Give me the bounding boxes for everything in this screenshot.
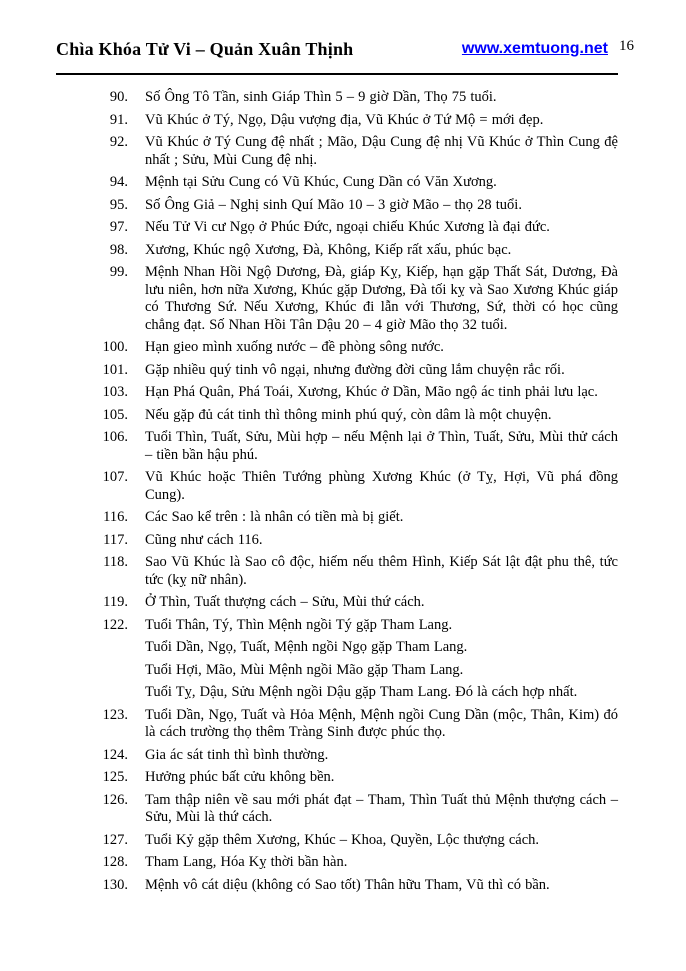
item-line: Tuổi Tỵ, Dậu, Sửu Mệnh ngồi Dậu gặp Tham Lang. Đó là cách hợp nhất. — [145, 684, 578, 700]
item-text — [145, 429, 618, 469]
item-number: 101. — [102, 361, 128, 378]
list-item — [56, 617, 618, 707]
item-text — [145, 554, 618, 594]
page-header — [56, 38, 634, 75]
item-line: Các Sao kể trên : là nhân có tiền mà bị giết. — [145, 509, 404, 525]
item-text — [145, 339, 618, 362]
list-item — [56, 707, 618, 747]
list-item — [56, 219, 618, 242]
item-line: Vũ Khúc ở Tý Cung đệ nhất ; Mão, Dậu Cung đệ nhị Vũ Khúc ở Thìn Cung đệ nhất ; Sửu, Mùi Cung đệ nhị. — [145, 134, 618, 168]
list-item — [56, 407, 618, 430]
item-number: 91. — [109, 111, 128, 128]
item-text — [145, 134, 618, 174]
item-number: 90. — [109, 89, 128, 105]
list-item — [56, 509, 618, 532]
item-number: 126. — [102, 791, 128, 808]
item-text — [145, 219, 618, 242]
item-number: 125. — [102, 769, 128, 785]
item-line: Tuổi Hợi, Mão, Mùi Mệnh ngồi Mão gặp Tham Lang. — [145, 661, 464, 678]
item-text — [145, 832, 618, 855]
list-item — [56, 877, 618, 900]
item-line: Tuổi Kỷ gặp thêm Xương, Khúc – Khoa, Quyền, Lộc thượng cách. — [145, 831, 540, 848]
list-item — [56, 747, 618, 770]
list-item — [56, 384, 618, 407]
item-number: 124. — [102, 746, 128, 763]
item-text — [145, 264, 618, 339]
item-text — [145, 362, 618, 385]
list-item — [56, 112, 618, 135]
item-line: Gặp nhiều quý tinh vô ngại, nhưng đường đời cũng lắm chuyện rắc rối. — [145, 361, 565, 378]
page-number: 16 — [619, 38, 634, 54]
item-text — [145, 242, 618, 265]
list-item — [56, 264, 618, 339]
list-item — [56, 429, 618, 469]
item-text — [145, 532, 618, 555]
item-text — [145, 197, 618, 220]
list-item — [56, 792, 618, 832]
item-number: 92. — [109, 134, 128, 150]
item-line: Vũ Khúc ở Tý, Ngọ, Dậu vượng địa, Vũ Khúc ở Tứ Mộ = mới đẹp. — [145, 111, 544, 128]
list-item — [56, 339, 618, 362]
item-line: Tam thập niên về sau mới phát đạt – Tham, Thìn Tuất thủ Mệnh thượng cách – Sửu, Mùi là thứ cách. — [145, 791, 618, 825]
item-number: 123. — [102, 706, 128, 723]
item-text — [145, 854, 618, 877]
list-item — [56, 594, 618, 617]
item-text — [145, 769, 618, 792]
item-number: 122. — [102, 616, 128, 633]
page-title: Chìa Khóa Tử Vi – Quản Xuân Thịnh — [56, 39, 354, 59]
item-line: Tuổi Thân, Tý, Thìn Mệnh ngồi Tý gặp Tham Lang. — [145, 616, 453, 633]
item-number: 95. — [109, 196, 128, 213]
item-text — [145, 594, 618, 617]
item-text — [145, 469, 618, 509]
item-line: Nếu gặp đủ cát tinh thì thông minh phú quý, còn dâm là một chuyện. — [145, 406, 552, 423]
list-item — [56, 854, 618, 877]
list-item — [56, 197, 618, 220]
item-line: Mệnh Nhan Hồi Ngộ Dương, Đà, giáp Kỵ, Kiếp, hạn gặp Thất Sát, Dương, Đà lưu niên, hơn nữa Xương, Khúc gặp Dương, Đà tối kỵ và Sao Xương Khúc giáp có Thương Sứ. Nếu Xương, Khúc đi lẫn với Thương, Sứ, thời có học cũng chẳng đạt. Số Nhan Hồi Tân Dậu 20 – 4 giờ Mão thọ 32 tuổi. — [145, 264, 618, 333]
item-line: Số Ông Tô Tần, sinh Giáp Thìn 5 – 9 giờ Dần, Thọ 75 tuổi. — [145, 89, 497, 105]
numbered-list — [56, 89, 618, 899]
item-number: 118. — [103, 554, 128, 570]
item-number: 98. — [109, 241, 128, 258]
item-text — [145, 407, 618, 430]
item-line: Tuổi Thìn, Tuất, Sửu, Mùi hợp – nếu Mệnh lại ở Thìn, Tuất, Sửu, Mùi thử cách – tiền bần hậu phú. — [145, 429, 618, 463]
list-item — [56, 242, 618, 265]
item-line: Xương, Khúc ngộ Xương, Đà, Không, Kiếp rất xấu, phúc bạc. — [145, 241, 512, 258]
item-number: 94. — [109, 174, 128, 190]
item-number: 106. — [102, 429, 128, 445]
list-item — [56, 532, 618, 555]
item-number: 117. — [103, 531, 128, 548]
list-item — [56, 769, 618, 792]
item-line: Vũ Khúc hoặc Thiên Tướng phùng Xương Khúc (ở Tỵ, Hợi, Vũ phá đồng Cung). — [145, 469, 618, 503]
item-line: Cũng như cách 116. — [145, 531, 263, 548]
item-text — [145, 747, 618, 770]
item-text — [145, 707, 618, 747]
item-number: 107. — [102, 469, 128, 485]
item-number: 97. — [109, 219, 128, 235]
item-line: Nếu Tử Vi cư Ngọ ở Phúc Đức, ngoại chiếu Khúc Xương là đại đức. — [145, 219, 550, 235]
item-line: Tham Lang, Hóa Kỵ thời bần hàn. — [145, 854, 348, 870]
item-text — [145, 792, 618, 832]
item-text — [145, 617, 618, 707]
item-number: 103. — [102, 384, 128, 400]
item-line: Tuổi Dần, Ngọ, Tuất, Mệnh ngồi Ngọ gặp Tham Lang. — [145, 639, 468, 655]
item-line: Mệnh vô cát diệu (không có Sao tốt) Thân hữu Tham, Vũ thì có bần. — [145, 876, 550, 893]
item-text — [145, 877, 618, 900]
list-item — [56, 832, 618, 855]
item-number: 130. — [102, 876, 128, 893]
list-item — [56, 89, 618, 112]
item-line: Hạn Phá Quân, Phá Toái, Xương, Khúc ở Dần, Mão ngộ ác tinh phải lưu lạc. — [145, 384, 598, 400]
item-text — [145, 174, 618, 197]
website-link[interactable]: www.xemtuong.net — [461, 40, 608, 57]
item-line: Sao Vũ Khúc là Sao cô độc, hiếm nếu thêm Hình, Kiếp Sát lật đật phu thê, tức tức (kỵ nữ nhân). — [145, 554, 618, 588]
item-number: 100. — [102, 339, 128, 355]
item-number: 116. — [103, 509, 128, 525]
item-line: Số Ông Giả – Nghị sinh Quí Mão 10 – 3 giờ Mão – thọ 28 tuổi. — [145, 196, 522, 213]
item-text — [145, 509, 618, 532]
item-line: Tuổi Dần, Ngọ, Tuất và Hỏa Mệnh, Mệnh ngồi Cung Dần (mộc, Thân, Kim) đó là cách trường thọ thêm Tràng Sinh được phúc thọ. — [145, 706, 618, 740]
item-line: Hưởng phúc bất cửu không bền. — [145, 769, 335, 785]
list-item — [56, 469, 618, 509]
list-item — [56, 554, 618, 594]
item-text — [145, 112, 618, 135]
item-line: Mệnh tại Sửu Cung có Vũ Khúc, Cung Dần có Văn Xương. — [145, 174, 497, 190]
list-item — [56, 134, 618, 174]
item-line: Ở Thìn, Tuất thượng cách – Sửu, Mùi thứ cách. — [145, 594, 425, 610]
item-number: 99. — [109, 264, 128, 280]
list-item — [56, 174, 618, 197]
item-number: 105. — [102, 406, 128, 423]
item-line: Gia ác sát tinh thì bình thường. — [145, 746, 329, 763]
item-line: Hạn gieo mình xuống nước – đề phòng sông nước. — [145, 339, 444, 355]
list-item — [56, 362, 618, 385]
item-text — [145, 89, 618, 112]
item-text — [145, 384, 618, 407]
item-number: 119. — [103, 594, 128, 610]
item-number: 128. — [102, 854, 128, 870]
item-number: 127. — [102, 831, 128, 848]
